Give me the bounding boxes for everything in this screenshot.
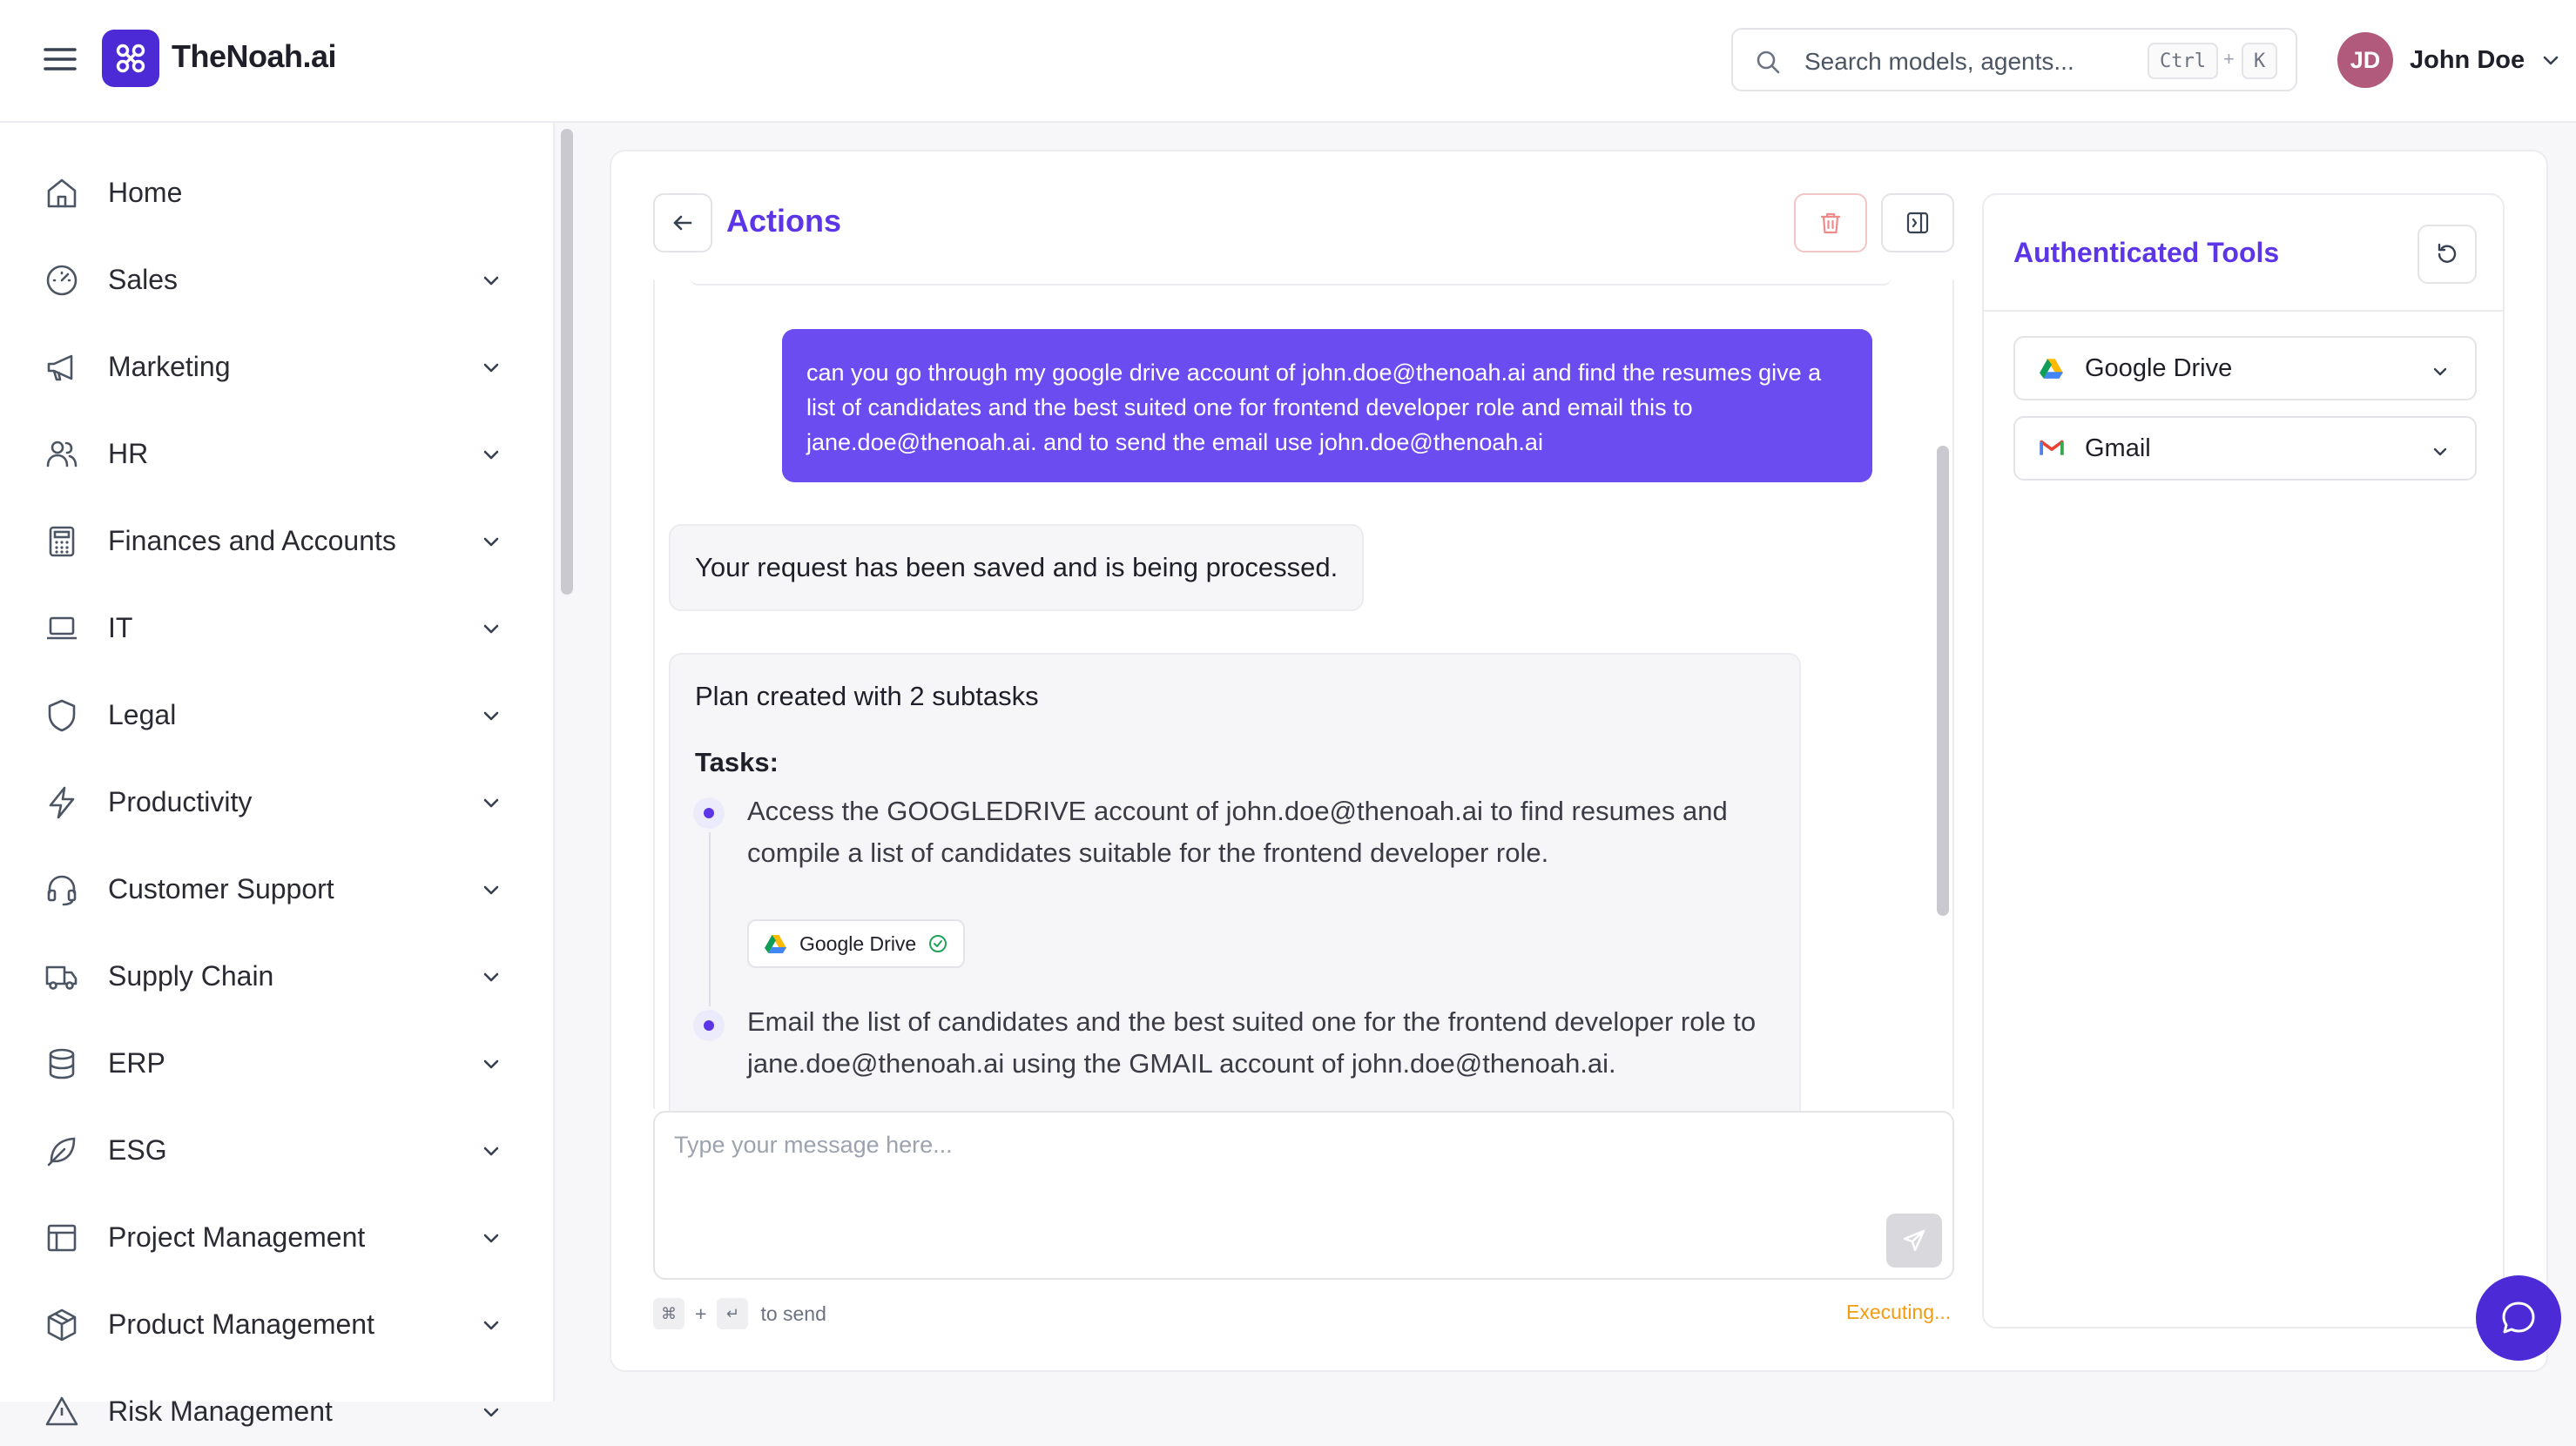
sidebar-item-productivity[interactable] [0, 767, 540, 837]
sidebar [0, 123, 555, 1427]
send-button[interactable] [1886, 1214, 1942, 1268]
sidebar-item-hr[interactable] [0, 419, 540, 488]
tasks-heading: Tasks: [695, 747, 779, 777]
arrow-left-icon [670, 210, 696, 236]
hint-text: to send [760, 1301, 826, 1325]
assistant-message: Your request has been saved and is being processed. [669, 524, 1364, 611]
user-message: can you go through my google drive account of john.doe@thenoah.ai and find the resumes give a list of candidates and the best suited one for frontend developer role and email this to jane.doe@thenoah.ai. and to send the email use john.doe@thenoah.ai [782, 329, 1872, 482]
shortcut-k-key: K [2242, 43, 2277, 79]
sidebar-item-label: Productivity [108, 785, 253, 817]
enter-key: ↵ [717, 1298, 748, 1329]
chevron-down-icon [2430, 441, 2451, 462]
sidebar-item-risk-management[interactable] [0, 1376, 540, 1446]
chevron-down-icon [479, 269, 503, 293]
laptop-icon [44, 610, 80, 647]
chevron-down-icon [479, 1314, 503, 1338]
shortcut-plus: + [2223, 48, 2235, 70]
tools-panel-header [1984, 195, 2503, 312]
task-tool-label: Google Drive [799, 931, 917, 955]
search-placeholder: Search models, agents... [1804, 48, 2074, 75]
sidebar-item-supply-chain[interactable] [0, 941, 540, 1011]
refresh-icon [2434, 241, 2460, 267]
sidebar-item-label: Supply Chain [108, 959, 274, 992]
tool-label: Gmail [2085, 434, 2151, 462]
delete-button[interactable] [1794, 193, 1867, 252]
megaphone-icon [44, 349, 80, 386]
page-title: Actions [726, 203, 842, 239]
sidebar-item-customer-support[interactable] [0, 854, 540, 924]
chat-thread[interactable] [653, 280, 1954, 1109]
sidebar-item-label: Product Management [108, 1308, 374, 1340]
sidebar-item-product-management[interactable] [0, 1289, 540, 1359]
box-icon [44, 1307, 80, 1343]
sidebar-item-label: IT [108, 611, 133, 643]
tools-panel-title: Authenticated Tools [2013, 237, 2280, 268]
sidebar-item-home[interactable] [0, 158, 540, 227]
sidebar-item-marketing[interactable] [0, 332, 540, 401]
sidebar-item-label: Marketing [108, 350, 231, 382]
layout-icon [44, 1220, 80, 1256]
sidebar-item-label: Customer Support [108, 872, 334, 905]
user-menu[interactable] [2337, 31, 2561, 89]
shield-icon [44, 697, 80, 734]
search-icon [1754, 48, 1782, 76]
tool-gmail[interactable] [2013, 416, 2477, 481]
sidebar-item-project-management[interactable] [0, 1202, 540, 1272]
database-icon [44, 1046, 80, 1082]
chat-scrollbar[interactable] [1937, 446, 1949, 916]
message-composer [653, 1111, 1954, 1280]
task-text: Access the GOOGLEDRIVE account of john.doe@thenoah.ai to find resumes and compile a list of candidates suitable for the frontend developer role. [747, 796, 1728, 868]
sidebar-item-label: Finances and Accounts [108, 524, 396, 556]
chevron-down-icon [479, 1053, 503, 1077]
chevron-down-icon [479, 965, 503, 990]
command-key: ⌘ [653, 1298, 684, 1329]
chevron-down-icon [479, 443, 503, 467]
sidebar-item-label: Sales [108, 263, 179, 295]
sidebar-item-label: ERP [108, 1046, 165, 1079]
sidebar-item-erp[interactable] [0, 1028, 540, 1098]
avatar: JD [2337, 32, 2393, 88]
user-name: John Doe [2410, 45, 2525, 74]
send-icon [1901, 1227, 1927, 1254]
sidebar-item-legal[interactable] [0, 680, 540, 750]
plan-title: Plan created with 2 subtasks [695, 681, 1039, 711]
chat-bubble-icon [2498, 1297, 2539, 1339]
sidebar-item-label: Legal [108, 698, 177, 730]
hint-plus: + [695, 1301, 707, 1325]
chevron-down-icon [479, 530, 503, 555]
gauge-icon [44, 262, 80, 299]
chevron-down-icon [479, 617, 503, 642]
warning-icon [44, 1394, 80, 1430]
plan-card [669, 653, 1801, 1175]
chevron-down-icon [2540, 50, 2561, 71]
task-status-dot [693, 797, 725, 829]
chevron-down-icon [479, 791, 503, 816]
sidebar-item-finances[interactable] [0, 506, 540, 575]
send-hint [653, 1297, 826, 1330]
sidebar-item-label: Home [108, 176, 183, 208]
back-button[interactable] [653, 193, 712, 252]
lightning-icon [44, 784, 80, 821]
sidebar-item-label: Project Management [108, 1221, 366, 1253]
google-drive-icon [765, 934, 787, 953]
tool-label: Google Drive [2085, 353, 2233, 382]
tool-google-drive[interactable] [2013, 336, 2477, 400]
sidebar-item-sales[interactable] [0, 245, 540, 314]
sidebar-scrollbar[interactable] [561, 129, 573, 595]
truck-icon [44, 958, 80, 995]
chevron-down-icon [479, 1227, 503, 1251]
previous-message-edge [690, 277, 1892, 286]
google-drive-icon [2040, 358, 2064, 379]
top-bar [0, 0, 2576, 123]
sidebar-item-it[interactable] [0, 593, 540, 662]
headset-icon [44, 871, 80, 908]
sidebar-item-label: HR [108, 437, 149, 469]
sidebar-item-label: ESG [108, 1133, 167, 1166]
chevron-down-icon [479, 1140, 503, 1164]
execution-status: Executing... [1846, 1301, 1952, 1323]
home-icon [44, 175, 80, 212]
chat-bubble-button[interactable] [2476, 1275, 2561, 1361]
gmail-icon [2040, 438, 2064, 457]
app-name[interactable]: TheNoah.ai [172, 38, 337, 74]
chevron-down-icon [479, 704, 503, 729]
toggle-panel-button[interactable] [1881, 193, 1954, 252]
task-tool-chip [747, 919, 965, 968]
authenticated-tools-panel [1982, 193, 2505, 1328]
chevron-down-icon [479, 1401, 503, 1425]
task-connector [709, 832, 711, 1006]
users-icon [44, 436, 80, 473]
sidebar-toggle-icon [1905, 210, 1931, 236]
sidebar-item-label: Risk Management [108, 1395, 333, 1427]
chevron-down-icon [479, 356, 503, 380]
shortcut-ctrl-key: Ctrl [2148, 43, 2218, 79]
chevron-down-icon [479, 878, 503, 903]
refresh-button[interactable] [2418, 225, 2477, 284]
trash-icon [1817, 210, 1844, 236]
leaf-icon [44, 1133, 80, 1169]
chevron-down-icon [2430, 361, 2451, 382]
search-bar[interactable] [1731, 28, 2297, 91]
task-status-dot [693, 1010, 725, 1041]
logo-icon[interactable] [102, 30, 159, 87]
check-circle-icon [928, 934, 947, 953]
message-input[interactable] [674, 1132, 1893, 1219]
task-text: Email the list of candidates and the best suited one for the frontend developer role to jane.doe@thenoah.ai using the GMAIL account of john.doe@thenoah.ai. [747, 1006, 1757, 1079]
calculator-icon [44, 523, 80, 560]
menu-icon[interactable] [40, 42, 82, 77]
sidebar-item-esg[interactable] [0, 1115, 540, 1185]
